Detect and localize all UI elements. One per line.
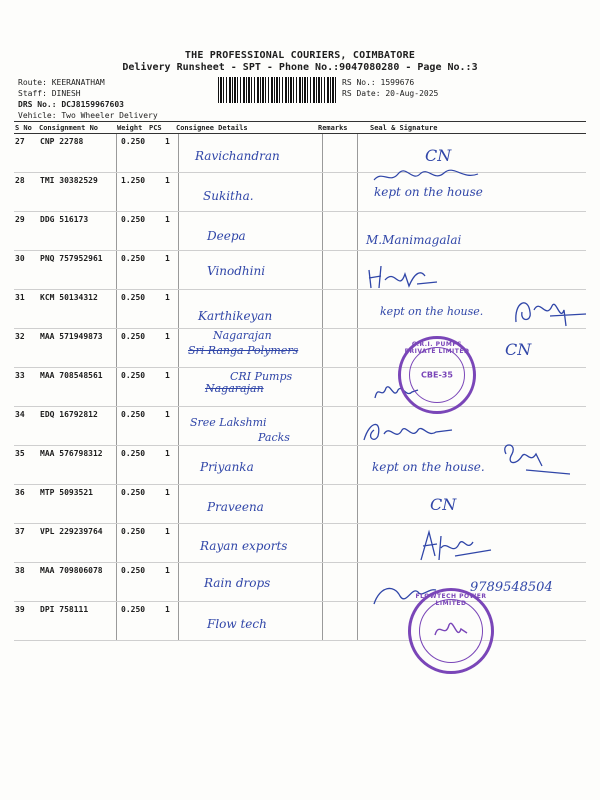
row-pcs: 1 (165, 410, 170, 419)
row-pcs: 1 (165, 605, 170, 614)
rs-number: RS No.: 1599676 (342, 78, 415, 87)
row-sno: 30 (15, 254, 25, 263)
row-pcs: 1 (165, 566, 170, 575)
row-sno: 31 (15, 293, 25, 302)
row-consignee: Nagarajan (213, 329, 272, 342)
row-weight: 1.250 (121, 176, 146, 185)
col-remarks: Remarks (318, 124, 348, 132)
signature-scribble (496, 440, 576, 480)
row-consignee: Praveena (207, 500, 264, 514)
row-consignment-no: TMI 30382529 (40, 176, 98, 185)
row-sno: 34 (15, 410, 25, 419)
row-signature: kept on the house. (372, 460, 485, 474)
row-sno: 27 (15, 137, 25, 146)
row-consignee: Flow tech (207, 617, 267, 631)
col-seal: Seal & Signature (370, 124, 438, 132)
row-pcs: 1 (165, 488, 170, 497)
row-sno: 28 (15, 176, 25, 185)
row-consignment-no: VPL 229239764 (40, 527, 103, 536)
row-divider (14, 289, 586, 290)
row-divider (14, 172, 586, 173)
col-consignment: Consignment No (39, 124, 99, 132)
row-consignee: Karthikeyan (198, 309, 273, 323)
row-divider (14, 601, 586, 602)
row-weight: 0.250 (121, 293, 146, 302)
table-top-rule (14, 121, 586, 122)
row-weight: 0.250 (121, 410, 146, 419)
row-divider (14, 250, 586, 251)
row-sno: 29 (15, 215, 25, 224)
row-consignee: Ravichandran (195, 149, 280, 163)
row-pcs: 1 (165, 371, 170, 380)
row-weight: 0.250 (121, 215, 146, 224)
row-consignment-no: MAA 571949873 (40, 332, 103, 341)
company-title: THE PROFESSIONAL COURIERS, COIMBATORE (184, 50, 416, 61)
row-divider (14, 406, 586, 407)
row-weight: 0.250 (121, 605, 146, 614)
row-consignee: Sree Lakshmi (190, 416, 267, 429)
row-pcs: 1 (165, 137, 170, 146)
col-divider (322, 134, 323, 640)
row-consignee: CRI Pumps (230, 370, 293, 383)
row-consignee: Rayan exports (200, 539, 288, 553)
row-consignee-alt: Nagarajan (205, 382, 264, 395)
row-pcs: 1 (165, 449, 170, 458)
row-sno: 32 (15, 332, 25, 341)
col-divider (178, 134, 179, 640)
row-weight: 0.250 (121, 449, 146, 458)
row-divider (14, 328, 586, 329)
staff-label: Staff: DINESH (18, 89, 81, 98)
row-consignee-alt: Sri Ranga Polymers (188, 344, 299, 357)
row-consignment-no: KCM 50134312 (40, 293, 98, 302)
vehicle-label: Vehicle: Two Wheeler Delivery (18, 111, 158, 120)
col-divider (116, 134, 117, 640)
stamp-center-text: CBE-35 (421, 370, 453, 380)
row-consignee: Priyanka (200, 460, 254, 474)
row-weight: 0.250 (121, 254, 146, 263)
stamp-arc-text: FLOWTECH POWER LIMITED (415, 593, 487, 607)
barcode-image (218, 77, 338, 103)
row-weight: 0.250 (121, 137, 146, 146)
rs-date: RS Date: 20-Aug-2025 (342, 89, 439, 98)
row-weight: 0.250 (121, 332, 146, 341)
flowtech-stamp (408, 588, 494, 674)
signature-scribble (360, 416, 460, 446)
row-signature: 9789548504 (470, 580, 553, 595)
row-divider (14, 484, 586, 485)
row-signature: CN (425, 146, 452, 165)
row-consignment-no: DDG 516173 (40, 215, 89, 224)
row-sno: 39 (15, 605, 25, 614)
row-weight: 0.250 (121, 488, 146, 497)
cri-pumps-stamp (398, 336, 476, 414)
row-consignment-no: MAA 576798312 (40, 449, 103, 458)
row-sno: 33 (15, 371, 25, 380)
col-pcs: PCS (149, 124, 162, 132)
row-consignee-alt: Packs (258, 431, 290, 444)
row-signature: kept on the house. (380, 305, 484, 318)
row-signature: CN (505, 340, 532, 359)
row-sno: 37 (15, 527, 25, 536)
row-consignee: Deepa (207, 229, 246, 243)
row-signature: kept on the house (374, 185, 483, 199)
row-consignment-no: EDQ 16792812 (40, 410, 98, 419)
signature-scribble (372, 168, 482, 186)
row-divider (14, 562, 586, 563)
signature-scribble (510, 292, 590, 328)
row-consignee: Vinodhini (207, 264, 266, 278)
signature-scribble (365, 262, 445, 292)
row-weight: 0.250 (121, 566, 146, 575)
row-sno: 36 (15, 488, 25, 497)
row-pcs: 1 (165, 293, 170, 302)
row-pcs: 1 (165, 332, 170, 341)
col-sno: S No (15, 124, 32, 132)
row-weight: 0.250 (121, 527, 146, 536)
drs-number: DRS No.: DCJ8159967603 (18, 100, 124, 109)
signature-scribble (415, 526, 495, 564)
col-weight: Weight (117, 124, 143, 132)
route-label: Route: KEERANATHAM (18, 78, 105, 87)
row-consignment-no: MAA 709806078 (40, 566, 103, 575)
runsheet-subtitle: Delivery Runsheet - SPT - Phone No.:9047080280 - Page No.:3 (122, 62, 478, 73)
row-signature: CN (430, 495, 457, 514)
stamp-arc-text: C.R.I. PUMPS PRIVATE LIMITED (404, 341, 470, 355)
row-consignment-no: MAA 708548561 (40, 371, 103, 380)
row-divider (14, 640, 586, 641)
stamp-signature-scribble (431, 615, 471, 645)
row-consignment-no: CNP 22788 (40, 137, 84, 146)
col-divider (357, 134, 358, 640)
row-pcs: 1 (165, 527, 170, 536)
row-consignment-no: DPI 758111 (40, 605, 89, 614)
row-pcs: 1 (165, 176, 170, 185)
row-divider (14, 211, 586, 212)
row-consignment-no: MTP 5093521 (40, 488, 93, 497)
row-weight: 0.250 (121, 371, 146, 380)
row-divider (14, 367, 586, 368)
row-sno: 38 (15, 566, 25, 575)
row-sno: 35 (15, 449, 25, 458)
row-consignment-no: PNQ 757952961 (40, 254, 103, 263)
table-header-rule (14, 133, 586, 134)
col-consignee: Consignee Details (176, 124, 248, 132)
row-divider (14, 523, 586, 524)
row-consignee: Sukitha. (203, 189, 254, 203)
row-pcs: 1 (165, 215, 170, 224)
row-signature: M.Manimagalai (366, 233, 462, 247)
row-consignee: Rain drops (204, 576, 271, 590)
row-pcs: 1 (165, 254, 170, 263)
